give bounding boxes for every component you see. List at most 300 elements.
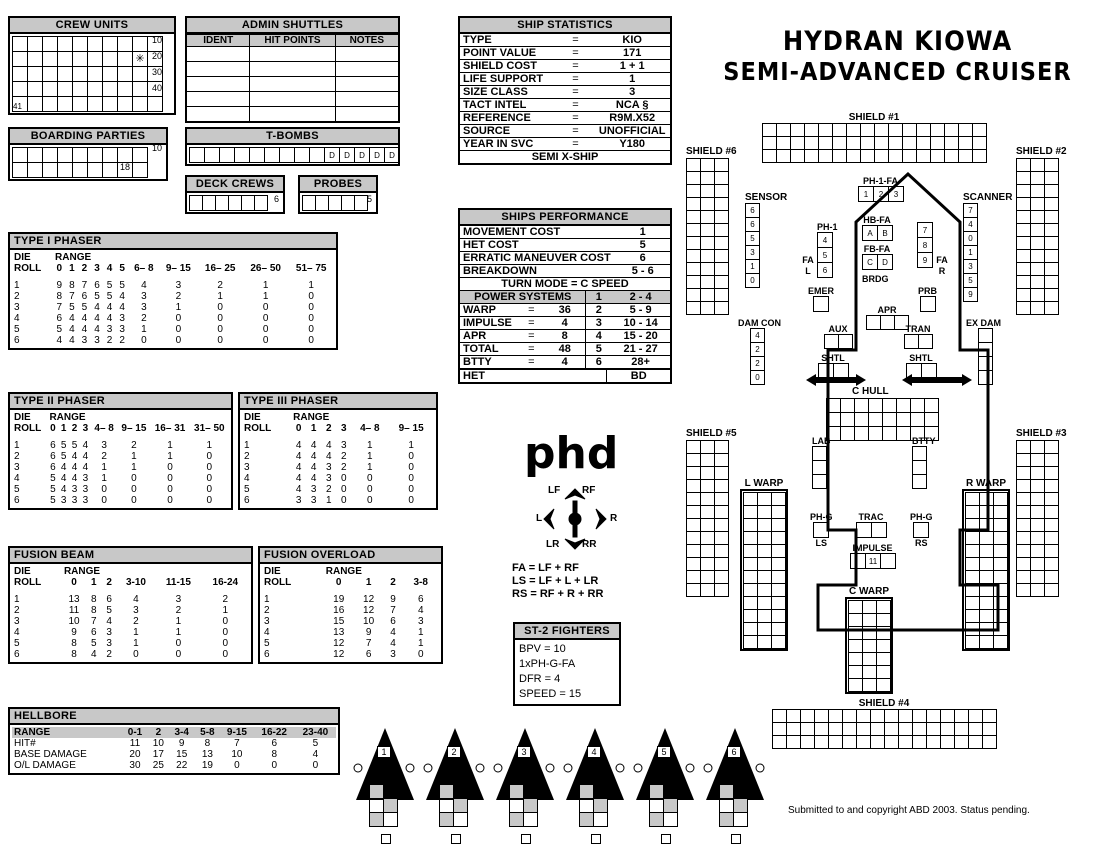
damage-box[interactable] [215,195,229,211]
damage-box[interactable] [979,609,994,623]
damage-box[interactable] [189,195,203,211]
fighter-shuttle[interactable] [490,726,560,836]
damage-box[interactable] [87,147,103,163]
damage-box[interactable] [714,557,729,571]
damage-box[interactable] [87,96,103,112]
damage-box[interactable] [42,66,58,82]
damage-box[interactable] [354,195,368,211]
damage-box[interactable] [117,36,133,52]
damage-box[interactable] [898,709,913,723]
damage-box[interactable] [896,398,911,413]
damage-box[interactable] [686,158,701,172]
damage-box[interactable] [102,36,118,52]
damage-box[interactable] [800,709,815,723]
tran-boxes[interactable] [904,334,932,348]
damage-box[interactable] [762,123,777,137]
damage-box[interactable] [862,639,877,653]
r-warp-boxes[interactable] [962,489,1010,651]
damage-box[interactable] [771,531,786,545]
damage-box[interactable] [743,505,758,519]
damage-box[interactable] [12,51,28,67]
damage-box[interactable] [686,583,701,597]
damage-box[interactable] [804,149,819,163]
damage-box[interactable] [714,249,729,263]
impulse-box[interactable] [850,553,866,569]
damage-box[interactable] [686,453,701,467]
damage-box[interactable] [965,635,980,649]
damage-box[interactable] [771,622,786,636]
damage-box[interactable] [910,398,925,413]
fb-fa-cell[interactable]: C [862,254,878,270]
probes-grid[interactable] [302,195,367,210]
damage-box[interactable] [700,505,715,519]
damage-box[interactable] [874,149,889,163]
damage-box[interactable] [771,635,786,649]
damage-box[interactable] [12,147,28,163]
damage-box[interactable] [979,635,994,649]
damage-box[interactable] [884,709,899,723]
phg-left-box[interactable] [813,522,829,538]
damage-box[interactable] [993,557,1008,571]
damage-box[interactable] [27,51,43,67]
damage-box[interactable] [1044,544,1059,558]
damage-box[interactable] [743,518,758,532]
damage-box[interactable] [771,544,786,558]
damage-box[interactable] [219,147,235,163]
damage-box[interactable] [1044,492,1059,506]
damage-box[interactable] [686,236,701,250]
damage-box[interactable] [993,544,1008,558]
damage-box[interactable] [965,596,980,610]
fighter-shuttle[interactable] [420,726,490,836]
damage-box[interactable] [828,735,843,749]
table-row[interactable] [186,77,399,92]
damage-box[interactable] [686,531,701,545]
damage-box[interactable] [993,531,1008,545]
damage-box[interactable] [840,426,855,441]
damage-box[interactable] [876,678,891,692]
crew-units-grid[interactable] [12,36,172,111]
ph1-fa-cell[interactable]: 3 [888,186,904,202]
damage-box[interactable] [132,147,148,163]
damage-box[interactable] [57,96,73,112]
fighter-status-box[interactable] [451,834,461,844]
damage-box[interactable] [898,735,913,749]
damage-box[interactable] [870,709,885,723]
damage-box[interactable] [868,398,883,413]
damage-box[interactable] [870,722,885,736]
damage-box[interactable] [824,334,839,349]
damage-box[interactable] [840,398,855,413]
damage-box[interactable] [812,446,827,461]
damage-box[interactable] [772,735,787,749]
damage-box[interactable] [910,412,925,427]
damage-box[interactable] [57,66,73,82]
damage-box[interactable] [979,505,994,519]
fighter-damage-grid[interactable] [719,770,747,826]
damage-box[interactable] [1044,453,1059,467]
damage-box[interactable] [686,570,701,584]
damage-box[interactable] [860,136,875,150]
damage-box[interactable] [117,147,133,163]
ph1-left-cell[interactable]: 5 [817,247,833,263]
damage-box[interactable] [72,147,88,163]
damage-box[interactable] [968,709,983,723]
damage-box[interactable] [700,275,715,289]
damage-box[interactable] [848,639,863,653]
damage-box[interactable] [117,81,133,97]
fighter-status-box[interactable] [661,834,671,844]
damage-box[interactable] [1044,184,1059,198]
damage-box[interactable] [846,123,861,137]
damage-box[interactable] [757,518,772,532]
damage-box[interactable] [1044,223,1059,237]
l-warp-boxes[interactable] [740,489,788,651]
damage-box[interactable] [848,652,863,666]
fighter-status-box[interactable] [591,834,601,844]
shield-6-boxes[interactable] [686,158,737,314]
tbomb-d[interactable]: D [339,147,355,163]
hb-fa-cell[interactable]: B [877,225,893,241]
ph1-left-cell[interactable]: 4 [817,232,833,248]
damage-box[interactable] [876,626,891,640]
damage-box[interactable] [832,136,847,150]
damage-box[interactable] [866,315,881,330]
damage-box[interactable] [700,518,715,532]
damage-box[interactable] [965,544,980,558]
damage-box[interactable] [1044,210,1059,224]
shield-5-boxes[interactable] [686,440,737,596]
dam-con-boxes[interactable] [750,328,781,385]
value-box[interactable]: 1 [745,259,760,274]
damage-box[interactable] [757,544,772,558]
damage-box[interactable] [876,639,891,653]
damage-box[interactable] [102,147,118,163]
damage-box[interactable] [838,334,853,349]
damage-box[interactable] [743,622,758,636]
damage-box[interactable] [1044,466,1059,480]
impulse-box[interactable]: 11 [865,553,881,569]
damage-box[interactable] [714,492,729,506]
damage-box[interactable] [972,149,987,163]
damage-box[interactable] [686,262,701,276]
damage-box[interactable] [958,123,973,137]
damage-box[interactable] [57,36,73,52]
value-box[interactable]: 5 [745,231,760,246]
phg-right-box[interactable] [913,522,929,538]
damage-box[interactable] [826,412,841,427]
trac-box[interactable] [856,522,872,538]
damage-box[interactable] [882,426,897,441]
damage-box[interactable] [714,466,729,480]
damage-box[interactable] [979,518,994,532]
damage-box[interactable] [189,147,205,163]
damage-box[interactable] [982,709,997,723]
damage-box[interactable] [993,505,1008,519]
trac-box[interactable] [871,522,887,538]
value-box[interactable]: 0 [963,231,978,246]
damage-box[interactable] [27,147,43,163]
damage-box[interactable] [979,570,994,584]
damage-box[interactable] [912,709,927,723]
ph1-fa-cell[interactable]: 1 [858,186,874,202]
damage-box[interactable] [714,275,729,289]
damage-box[interactable] [978,370,993,385]
damage-box[interactable] [828,722,843,736]
damage-box[interactable] [812,474,827,489]
damage-box[interactable] [888,123,903,137]
damage-box[interactable] [876,652,891,666]
damage-box[interactable] [916,136,931,150]
damage-box[interactable] [249,147,265,163]
damage-box[interactable] [926,722,941,736]
damage-box[interactable] [686,479,701,493]
damage-box[interactable] [993,492,1008,506]
damage-box[interactable] [762,136,777,150]
damage-box[interactable] [888,149,903,163]
damage-box[interactable] [254,195,268,211]
scanner-boxes[interactable] [963,203,1012,302]
damage-box[interactable] [826,398,841,413]
damage-box[interactable] [57,81,73,97]
damage-box[interactable] [916,149,931,163]
damage-box[interactable] [241,195,255,211]
damage-box[interactable] [1044,158,1059,172]
damage-box[interactable] [686,184,701,198]
damage-box[interactable] [902,123,917,137]
aux-boxes[interactable] [824,334,852,348]
damage-box[interactable] [930,136,945,150]
damage-box[interactable] [42,147,58,163]
damage-box[interactable] [743,570,758,584]
value-box[interactable]: 6 [745,203,760,218]
tbomb-d[interactable]: D [354,147,370,163]
damage-box[interactable] [979,622,994,636]
damage-box[interactable] [912,474,927,489]
damage-box[interactable] [786,735,801,749]
damage-box[interactable] [904,334,919,349]
damage-box[interactable] [714,236,729,250]
fighter-damage-grid[interactable] [439,770,467,826]
damage-box[interactable] [979,531,994,545]
damage-box[interactable] [700,197,715,211]
damage-box[interactable] [57,147,73,163]
damage-box[interactable] [854,412,869,427]
damage-box[interactable] [72,96,88,112]
damage-box[interactable] [790,123,805,137]
damage-box[interactable] [714,570,729,584]
damage-box[interactable] [924,398,939,413]
damage-box[interactable] [1044,479,1059,493]
damage-box[interactable] [743,544,758,558]
damage-box[interactable] [771,570,786,584]
damage-box[interactable] [882,398,897,413]
damage-box[interactable] [884,722,899,736]
damage-box[interactable] [874,136,889,150]
tbomb-d[interactable]: D [324,147,340,163]
damage-box[interactable] [202,195,216,211]
table-row[interactable] [186,92,399,107]
ph1-right-cell[interactable]: 7 [917,222,933,238]
damage-box[interactable] [954,709,969,723]
fighter-damage-grid[interactable] [579,770,607,826]
damage-box[interactable] [686,223,701,237]
ph1-right-cell[interactable]: 9 [917,252,933,268]
damage-box[interactable] [786,709,801,723]
damage-box[interactable] [856,735,871,749]
damage-box[interactable] [228,195,242,211]
damage-box[interactable] [757,570,772,584]
value-box[interactable]: 7 [963,203,978,218]
damage-box[interactable] [315,195,329,211]
damage-box[interactable] [771,609,786,623]
damage-box[interactable] [1044,583,1059,597]
hb-fa-cell[interactable]: A [862,225,878,241]
damage-box[interactable] [918,334,933,349]
emer-box[interactable] [813,296,829,312]
damage-box[interactable] [832,149,847,163]
damage-box[interactable] [686,492,701,506]
damage-box[interactable] [896,426,911,441]
value-box[interactable]: 9 [963,287,978,302]
damage-box[interactable] [234,147,250,163]
damage-box[interactable] [944,136,959,150]
damage-box[interactable] [862,626,877,640]
sensor-boxes[interactable] [745,203,787,288]
damage-box[interactable] [714,210,729,224]
damage-box[interactable] [686,301,701,315]
damage-box[interactable] [757,635,772,649]
damage-box[interactable] [771,596,786,610]
damage-box[interactable] [714,171,729,185]
damage-box[interactable] [978,328,993,343]
table-row[interactable] [186,107,399,122]
damage-box[interactable] [42,81,58,97]
damage-box[interactable] [700,570,715,584]
damage-box[interactable] [1044,505,1059,519]
damage-box[interactable] [776,149,791,163]
value-box[interactable]: 3 [963,259,978,274]
lab-boxes[interactable] [812,446,831,488]
damage-box[interactable] [993,583,1008,597]
damage-box[interactable] [965,492,980,506]
damage-box[interactable] [714,583,729,597]
damage-box[interactable] [814,722,829,736]
damage-box[interactable] [714,518,729,532]
damage-box[interactable] [958,149,973,163]
damage-box[interactable] [147,96,163,112]
ex-dam-boxes[interactable] [978,328,1001,384]
damage-box[interactable] [856,709,871,723]
damage-box[interactable] [812,460,827,475]
damage-box[interactable] [884,735,899,749]
damage-box[interactable] [341,195,355,211]
damage-box[interactable] [72,162,88,178]
damage-box[interactable] [57,162,73,178]
fighter-status-box[interactable] [381,834,391,844]
damage-box[interactable] [757,531,772,545]
damage-box[interactable] [874,123,889,137]
damage-box[interactable] [1044,440,1059,454]
damage-box[interactable] [786,722,801,736]
damage-box[interactable] [1044,288,1059,302]
damage-box[interactable] [27,162,43,178]
damage-box[interactable] [965,557,980,571]
damage-box[interactable] [854,398,869,413]
damage-box[interactable] [818,149,833,163]
damage-box[interactable] [940,722,955,736]
damage-box[interactable] [743,583,758,597]
value-box[interactable]: 0 [745,273,760,288]
damage-box[interactable] [1044,275,1059,289]
damage-box[interactable] [860,123,875,137]
damage-box[interactable] [264,147,280,163]
damage-box[interactable] [700,210,715,224]
damage-box[interactable] [87,51,103,67]
damage-box[interactable] [686,505,701,519]
boarding-parties-grid[interactable] [12,147,164,177]
value-box[interactable]: 1 [963,245,978,260]
damage-box[interactable] [686,466,701,480]
damage-box[interactable] [102,51,118,67]
damage-box[interactable] [944,149,959,163]
damage-box[interactable] [1044,557,1059,571]
damage-box[interactable] [965,609,980,623]
damage-box[interactable] [993,609,1008,623]
damage-box[interactable] [700,440,715,454]
damage-box[interactable] [944,123,959,137]
damage-box[interactable] [912,446,927,461]
damage-box[interactable] [700,544,715,558]
damage-box[interactable] [102,81,118,97]
damage-box[interactable] [902,149,917,163]
damage-box[interactable] [965,570,980,584]
damage-box[interactable] [930,123,945,137]
damage-box[interactable] [862,613,877,627]
damage-box[interactable] [772,722,787,736]
damage-box[interactable] [700,236,715,250]
damage-box[interactable] [714,531,729,545]
damage-box[interactable] [978,356,993,371]
damage-box[interactable] [940,735,955,749]
damage-box[interactable] [771,505,786,519]
fb-fa-cell[interactable]: D [877,254,893,270]
damage-box[interactable] [804,136,819,150]
damage-box[interactable] [700,466,715,480]
damage-box[interactable] [743,635,758,649]
damage-box[interactable] [862,600,877,614]
damage-box[interactable] [862,665,877,679]
damage-box[interactable] [102,96,118,112]
damage-box[interactable] [965,622,980,636]
value-box[interactable]: 4 [963,217,978,232]
damage-box[interactable] [700,249,715,263]
damage-box[interactable] [1044,197,1059,211]
damage-box[interactable] [1044,171,1059,185]
damage-box[interactable] [926,709,941,723]
c-warp-boxes[interactable] [845,597,893,694]
damage-box[interactable] [42,162,58,178]
fighter-damage-grid[interactable] [369,770,397,826]
damage-box[interactable] [840,412,855,427]
damage-box[interactable] [926,735,941,749]
damage-box[interactable] [848,678,863,692]
apr-boxes[interactable] [866,315,908,329]
ph1-fa-cell[interactable]: 2 [873,186,889,202]
damage-box[interactable] [898,722,913,736]
damage-box[interactable] [818,123,833,137]
btty-boxes[interactable] [912,446,936,488]
